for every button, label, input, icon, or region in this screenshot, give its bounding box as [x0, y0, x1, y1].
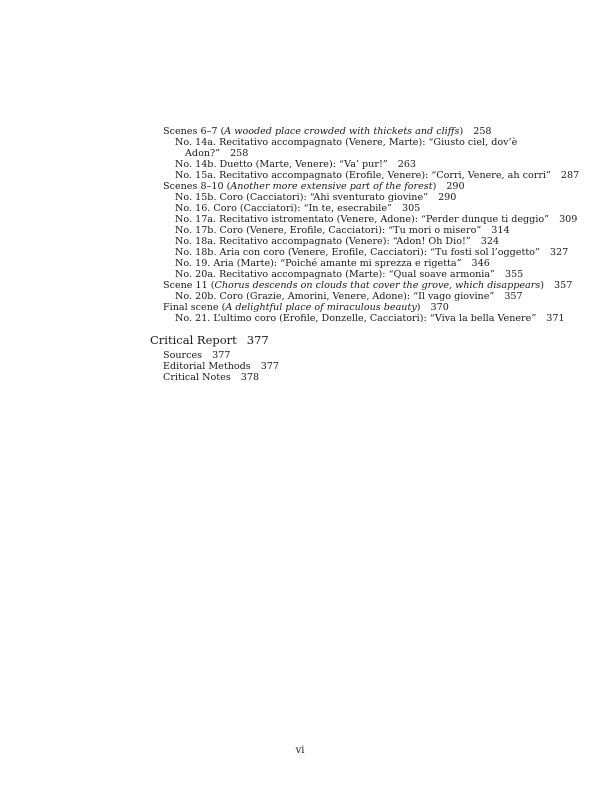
toc-entry-no17a: [163, 214, 578, 225]
page-number: 258: [230, 148, 249, 159]
toc-entry-scene-11: [163, 280, 573, 291]
toc-entry-scenes-6-7: [163, 126, 563, 137]
section-title: Critical Report: [150, 333, 237, 347]
entry-text-suffix: ): [432, 181, 437, 192]
entry-text: No. 20b. Coro (Grazie, Amorini, Venere, Adone): “Il vago giovine”: [175, 291, 495, 302]
page-number: 378: [240, 372, 260, 383]
page-folio: vi: [295, 745, 305, 756]
toc-entry-critical-notes: [163, 372, 563, 383]
page-number: 287: [560, 170, 580, 181]
toc-entry-no14a-continued: [163, 148, 563, 159]
page-number: 377: [260, 361, 280, 372]
toc-entry-no20b: [163, 291, 563, 302]
toc-entry-no14a: [163, 137, 563, 148]
toc-entry-no15a: [163, 170, 580, 181]
entry-text: No. 15b. Coro (Cacciatori): “Ahi sventurato giovine”: [175, 192, 429, 203]
page-number: 377: [212, 350, 231, 361]
entry-text-suffix: ): [416, 302, 421, 313]
section-heading-critical-report: [150, 333, 563, 347]
page-number: 263: [397, 159, 417, 170]
page-number: 305: [401, 203, 421, 214]
entry-text: Sources: [163, 350, 203, 361]
page-number: 346: [471, 258, 490, 269]
entry-text: No. 20a. Recitativo accompagnato (Marte): “Qual soave armonia”: [175, 269, 495, 280]
entry-text: No. 14a. Recitativo accompagnato (Venere, Marte): “Giusto ciel, dov’è: [175, 137, 518, 148]
toc-entry-no16: [163, 203, 563, 214]
table-of-contents: [150, 126, 580, 383]
entry-text: Editorial Methods: [163, 361, 251, 372]
entry-text-suffix: ): [540, 280, 545, 291]
toc-entry-no20a: [163, 269, 563, 280]
entry-text: No. 19. Aria (Marte): “Poiché amante mi sprezza e rigetta”: [175, 258, 462, 269]
toc-entry-no17b: [163, 225, 563, 236]
page-number: 371: [546, 313, 565, 324]
entry-text: No. 16. Coro (Cacciatori): “In te, esecrabile”: [175, 203, 392, 214]
entry-text: Scene 11 (: [163, 280, 215, 291]
scene-description: Another more extensive part of the forest: [230, 181, 433, 192]
page-number: 357: [554, 280, 573, 291]
toc-entry-editorial-methods: [163, 361, 563, 372]
entry-text: No. 15a. Recitativo accompagnato (Erofile, Venere): “Corri, Venere, ah corri”: [175, 170, 551, 181]
toc-entry-scenes-8-10: [163, 181, 563, 192]
entry-text-suffix: ): [459, 126, 464, 137]
page-number: 314: [491, 225, 510, 236]
entry-text: No. 14b. Duetto (Marte, Venere): “Va’ pur!”: [175, 159, 388, 170]
toc-entry-no15b: [163, 192, 563, 203]
page-number: 355: [504, 269, 524, 280]
entry-text: Critical Notes: [163, 372, 231, 383]
page-number: 370: [430, 302, 449, 313]
page-number: 327: [549, 247, 569, 258]
page-number: 258: [473, 126, 492, 137]
entry-text: Scenes 6–7 (: [163, 126, 225, 137]
toc-entry-no21: [163, 313, 563, 324]
entry-text: No. 17a. Recitativo istromentato (Venere, Adone): “Perder dunque ti deggio”: [175, 214, 550, 225]
entry-text: No. 21. L’ultimo coro (Erofile, Donzelle, Cacciatori): “Viva la bella Venere”: [175, 313, 537, 324]
toc-entry-no14b: [163, 159, 563, 170]
page-number: 357: [504, 291, 523, 302]
entry-text: No. 17b. Coro (Venere, Erofile, Cacciatori): “Tu mori o misero”: [175, 225, 482, 236]
page-number: 324: [480, 236, 500, 247]
scene-description: Chorus descends on clouds that cover the grove, which disappears: [214, 280, 541, 291]
entry-text: No. 18a. Recitativo accompagnato (Venere): “Adon! Oh Dio!”: [175, 236, 471, 247]
entry-text: Final scene (: [163, 302, 226, 313]
page-number: 309: [559, 214, 578, 225]
toc-entry-final-scene: [163, 302, 563, 313]
page-number: 290: [438, 192, 457, 203]
toc-entry-no18a: [163, 236, 563, 247]
toc-entry-no18b: [163, 247, 569, 258]
page-number: 290: [446, 181, 465, 192]
entry-text: Adon?”: [185, 148, 221, 159]
scene-description: A wooded place crowded with thickets and cliffs: [224, 126, 460, 137]
toc-entry-sources: [163, 350, 563, 361]
page-number: 377: [246, 333, 269, 347]
entry-text: Scenes 8–10 (: [163, 181, 231, 192]
toc-entry-no19: [163, 258, 563, 269]
scene-description: A delightful place of miraculous beauty: [225, 302, 417, 313]
entry-text: No. 18b. Aria con coro (Venere, Erofile, Cacciatori): “Tu fosti sol l’oggetto”: [175, 247, 540, 258]
